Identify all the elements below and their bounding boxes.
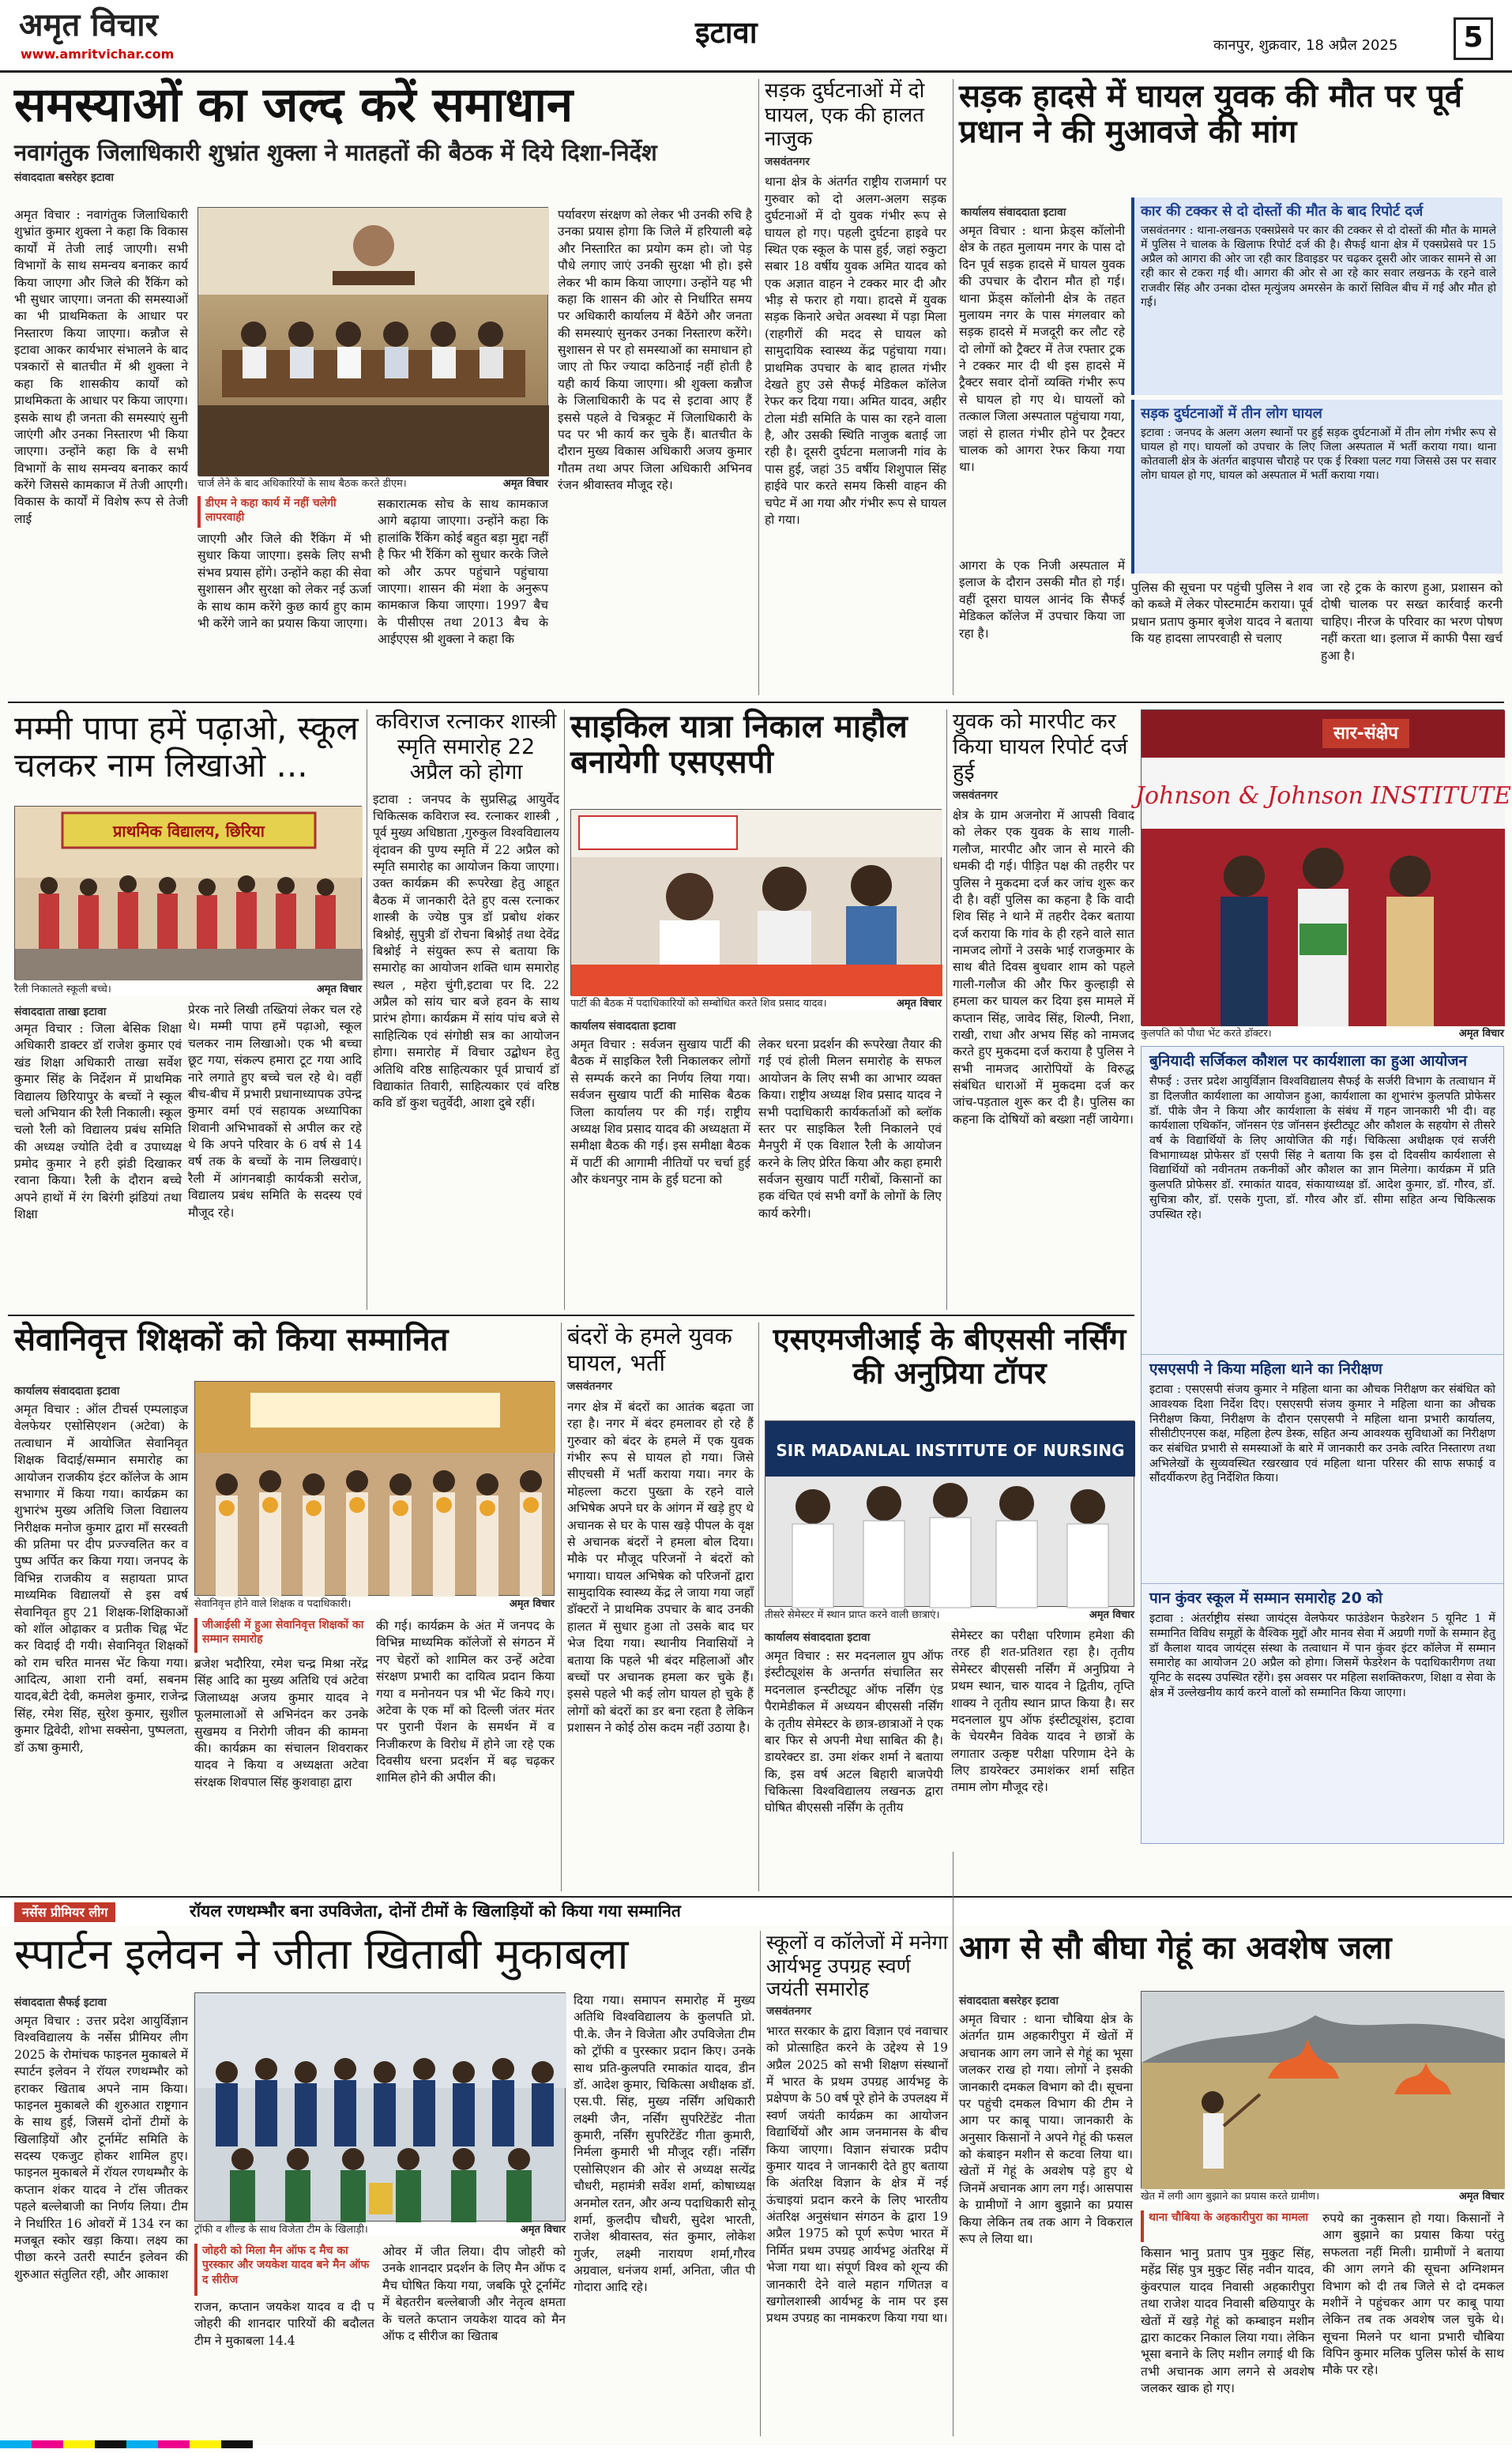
assault-story xyxy=(953,709,1134,1310)
divider xyxy=(564,709,565,1310)
digest-item-title: पान कुंवर स्कूल में सम्मान समारोह 20 को xyxy=(1149,1590,1382,1607)
accident-right-headline: सड़क हादसे में घायल युवक की मौत पर पूर्व प्रधान ने की मुआवजे की मांग xyxy=(959,78,1463,150)
nursing-photo-sign: SIR MADANLAL INSTITUTE OF NURSING xyxy=(776,1441,1125,1460)
lead-col-4: सकारात्मक सोच के साथ कामकाज आगे बढ़ाया जाएगा। उन्होंने कहा कि हालांकि रैंकिंग कोई बहुत बड़ा मुद्दा नहीं है फिर भी रैंकिंग को सुधार करके जिले को और ऊपर पहुंचाने पहुंचाया जाएगा। शासन की मंशा के अनुरूप कामकाज किया जाएगा। 1997 बैच के पीसीएस तथा 2013 बैच के आईएएस श्री शुक्ला ने कहा कि xyxy=(378,497,548,646)
teachers-caption-text: सेवानिवृत्त होने वाले शिक्षक व पदाधिकारी। xyxy=(194,1598,352,1610)
accident-right-byline: कार्यालय संवाददाता इटावा xyxy=(961,206,1066,219)
cricket-col-4: दिया गया। समापन समारोह में मुख्य अतिथि विश्वविद्यालय के कुलपति प्रो. पी.के. जैन ने विजेता और उपविजेता टीम को ट्रॉफी व पुरस्कार प्रदान किए। उनके साथ प्रति-कुलपति रमाकांत यादव, डीन डॉ. आदेश कुमार, चिकित्सा अधीक्षक डॉ. एस.पी. सिंह, मुख्य नर्सिंग अधिकारी लक्ष्मी जैन, नर्सिंग सुपरिटेंडेंट नीता कुमारी, नर्सिंग सुपरिटेंडेंट गीता कुमारी, निर्मला कुमारी भी मौजूद रहीं। नर्सिंग एसोसिएशन की ओर से अध्यक्ष सत्येंद्र चौधरी, महामंत्री सर्वेश शर्मा, कोषाध्यक्ष अनमोल रतन, और अन्य पदाधिकारी सोनू शर्मा, कुलदीप चौधरी, सुदेश भारती, राजेश श्रीवास्तव, संत कुमार, लोकेश गुर्जर, लक्ष्मी नारायण शर्मा,गौरव अग्रवाल, धनंजय शर्मा, अनिता, जीत पी गोदारा आदि रहे। xyxy=(574,1993,755,2295)
fire-col-3: रुपये का नुकसान हो गया। किसानों ने आग बुझाने का प्रयास किया परंतु सफलता नहीं मिली। ग्रामीणों ने बताया की आग लगने की सूचना अग्निशमन विभाग को दी तब जिले से दो दमकल मशीनें ने पहुंचकर आग पर काबू पाया लेकिन तब तक अवशेष जल चुके थे। सूचना मिलने पर थाना प्रभारी चौबिया विपिन कुमार मलिक पुलिस फोर्स के साथ मौके पर रहे। xyxy=(1322,2211,1504,2378)
assault-body: क्षेत्र के ग्राम अजनोरा में आपसी विवाद को लेकर एक युवक के साथ गाली-गलौज, मारपीट और जान से मारने की धमकी दी गई। पीड़ित पक्ष की तहरीर पर पुलिस ने मुकदमा दर्ज कर जांच शुरू कर दी है। वहीं पुलिस का कहना है कि वादी शिव सिंह ने थाने में तहरीर देकर बताया दर्ज कराया कि गांव के ही रहने वाले सात नामजद लोगों ने उसके भाई राजकुमार के साथ बीते दिवस बुधवार शाम को पहले गाली-गलौज की और फिर कुल्हाड़ी से हमला कर घायल कर दिया इस मामले में कप्तान सिंह, जावेद सिंह, शिल्पी, निशा, राखी, राधा और अभय सिंह को नामजद करते हुए मुकदमा दर्ज कराया है पुलिस ने सभी नामजद आरोपियों के विरुद्ध संबंधित धाराओं में मुकदमा दर्ज कर जांच-पड़ताल शुरू कर दी है। पुलिस का कहना कि दोषियों को बख्शा नहीं जायेगा। xyxy=(953,808,1134,1127)
fire-photo-caption xyxy=(1141,2190,1504,2203)
school-caption-credit: अमृत विचार xyxy=(316,984,362,995)
fire-caption-text: खेत में लगी आग बुझाने का प्रयास करते ग्रामीण। xyxy=(1141,2191,1320,2203)
digest-item xyxy=(1142,1584,1503,1845)
monkey-byline: जसवंतनगर xyxy=(567,1380,612,1394)
digest-item-body: इटावा : अंतर्राष्ट्रीय संस्था जायंट्स वेलफेयर फाउंडेशन फेडरेशन 5 यूनिट 1 में सम्मानित विविध समूहों के वैश्विक मुद्दों और मानव सेवा में अग्रणी गणों के सम्मान हेतु डॉ कैलाश यादव जायंट्स संस्था के तत्वाधान में पान कुंवर इंटर कॉलेज में सम्मान समारोह का आयोजन 20 अप्रैल को होगा। जिसमें फेडरेशन के पदाधिकारीगण तथा यूनिट के सदस्य उपस्थित रहेंगे। इस अवसर पर महिला सशक्तिकरण, शिक्षा व सेवा के क्षेत्र में उल्लेखनीय कार्य करने वालों को सम्मानित किया जाएगा। xyxy=(1149,1612,1495,1699)
teachers-col-1: अमृत विचार : ऑल टीचर्स एम्पलाइज वेलफेयर एसोसिएशन (अटेवा) के तत्वाधान में आयोजित सेवानिवृत शिक्षक विदाई/सम्मान समारोह का आयोजन राजकीय इंटर कॉलेज के आम सभागार में किया गया। कार्यक्रम का शुभारंभ मुख्य अतिथि जिला विद्यालय निरीक्षक मनोज कुमार द्वारा माँ सरस्वती की प्रतिमा पर दीप प्रज्ज्वलित कर व पुष्प अर्पित कर किया गया। जनपद के विभिन्न राजकीय व सहायता प्राप्त माध्यमिक विद्यालयों से इस वर्ष सेवानिवृत हुए 21 शिक्षक-शिक्षिकाओं को शॉल ओढ़ाकर व प्रतीक चिह्न भेंट कर विदाई दी गयी। सेवानिवृत शिक्षकों को राम चरित मानस भेंट किया गया। आदित्य, आशा रानी वर्मा, सबनम यादव,बेटी देवी, कमलेश कुमार, राजेन्द्र सिंह, रमेश सिंह, सुरेश कुमार, सुशील कुमार द्विवेदी, शोभा सक्सेना, पुष्पलता, डॉ ऊषा कुमारी, xyxy=(14,1402,188,1755)
cricket-tag: जोहरी को मिला मैन ऑफ द मैच का पुरस्कार और जयकेश यादव बने मैन ऑफ द सीरीज xyxy=(194,2244,374,2296)
cycle-col-1: अमृत विचार : सर्वजन सुखाय पार्टी की बैठक में साइकिल रैली निकालकर लोगों से सम्पर्क करने का निर्णय लिया गया। सर्वजन सुखाय पार्टी की मासिक बैठक जिला कार्यालय पर की गई। राष्ट्रीय अध्यक्ष शिव प्रसाद यादव की अध्यक्षता में समीक्षा बैठक की गई। इस समीक्षा बैठक में पार्टी की आगामी नीतियों पर चर्चा हुई और कंधनपुर नाम के हुई घटना को xyxy=(570,1037,750,1187)
lead-subhead: नवागंतुक जिलाधिकारी शुभ्रांत शुक्ला ने मातहतों की बैठक में दिये दिशा-निर्देश xyxy=(14,139,657,166)
accident-box-2 xyxy=(1131,400,1503,574)
accident-right-col-3: पुलिस की सूचना पर पहुंची पुलिस ने शव को कब्जे में लेकर पोस्टमार्टम कराया। पूर्व प्रधान प्रताप कुमार बृजेश यादव ने बताया कि यह हादसा लापरवाही से चलाए xyxy=(1131,581,1313,646)
fire-caption-credit: अमृत विचार xyxy=(1458,2191,1504,2203)
divider xyxy=(561,1322,562,1891)
accident-right-header xyxy=(959,79,1504,198)
accident-box-1 xyxy=(1131,198,1503,395)
teachers-caption-credit: अमृत विचार xyxy=(509,1598,555,1610)
digest-photo-sign: Johnson & Johnson INSTITUTE xyxy=(1134,782,1512,810)
digest-title: सार-संक्षेप xyxy=(1322,719,1409,748)
monkey-body: नगर क्षेत्र में बंदरों का आतंक बढ़ता जा रहा है। नगर में बंदर हमलावर हो रहे हैं गुरुवार को बंदर के हमले में एक युवक गंभीर रूप से घायल हो गया। जिसे सीएचसी में भर्ती कराया गया। नगर के मोहल्ला कटरा पुख्ता के रहने वाले अभिषेक अपने घर के आंगन में खड़े हुए थे अचानक से घर के पास खड़े पीपल के वृक्ष से अचानक बंदरों ने हमला बोल दिया। मौके पर मौजूद परिजनों ने बंदरों को भगाया। घायल अभिषेक को परिजनों द्वारा सामुदायिक स्वास्थ्य केंद्र ले जाया गया जहाँ डॉक्टरों ने प्राथमिक उपचार के बाद उनकी हालत में सुधार हुआ तो उसके बाद घर भेज दिया गया। स्थानीय निवासियों ने बताया कि पहले भी बंदर महिलाओं और बच्चों पर अचानक हमला कर चुके हैं। इससे पहले भी कई लोग घायल हो चुके हैं लोगों को बंदरों का डर बना रहता है लेकिन प्रशासन ने कोई ठोस कदम नहीं उठाया है। xyxy=(567,1399,754,1736)
divider xyxy=(8,702,1504,703)
poet-headline: कविराज रत्नाकर शास्त्री स्मृति समारोह 22 अप्रैल को होगा xyxy=(375,709,557,784)
divider xyxy=(758,1322,759,1891)
cricket-photo xyxy=(194,1992,566,2222)
sports-strip xyxy=(0,1896,1512,1926)
cycle-caption-text: पार्टी की बैठक में पदाधिकारियों को सम्बोधित करते शिव प्रसाद यादव। xyxy=(570,998,827,1010)
nursing-photo xyxy=(765,1420,1134,1607)
cricket-caption-text: ट्रॉफी व शील्ड के साथ विजेता टीम के खिलाड़ी। xyxy=(194,2224,368,2236)
accident-right-col-4: जा रहे ट्रक के कारण हुआ, प्रशासन को दोषी चालक पर सख्त कार्रवाई करनी चाहिए। नीरज के परिवार का भरण पोषण नहीं करता था। इलाज में काफी पैसा खर्च हुआ है। xyxy=(1321,581,1503,663)
section-name: इटावा xyxy=(695,15,758,50)
dateline: कानपुर, शुक्रवार, 18 अप्रैल 2025 xyxy=(1213,37,1398,54)
field-fire-photo-icon xyxy=(1142,1992,1505,2189)
school-col-1: अमृत विचार : जिला बेसिक शिक्षा अधिकारी डाक्टर डॉ राजेश कुमार एवं खंड शिक्षा अधिकारी ताखा सर्वेश कुमार सिंह के निर्देशन में प्राथमिक विद्यालय छिरियापुर के बच्चों ने स्कूल चलो अभियान की रैली निकाली। स्कूल चलो रैली को विद्यालय प्रबंध समिति की अध्यक्ष ज्योति देवी व उपाध्यक्ष प्रमोद कुमार ने हरी झंडी दिखाकर रवाना किया। रैली के दौरान बच्चे अपने हाथों में रंग बिरंगी झंडियां तथा शिक्षा xyxy=(14,1021,182,1222)
lead-col-1: अमृत विचार : नवागंतुक जिलाधिकारी शुभ्रांत कुमार शुक्ला ने कहा कि विकास कार्यों में तेजी लाई जाएगी। सभी विभागों के साथ समन्वय बनाकर कार्य किया जाएगा और जिले की रैंकिंग को भी सुधार जाएगा। जनता की समस्याओं का भी प्राथमिकता के आधार पर निस्तारण किया जाएगा। कन्नौज से इटावा आकर कार्यभार संभालने के बाद पत्रकारों से बातचीत में श्री शुक्ला ने कहा कि शासकीय कार्यों को प्राथमिकता के आधार पर किया जाएगा। इसके साथ ही जनता की समस्याएं सुनी जाएंगी और उनका निस्तारण भी किया जाएगा। उन्होंने कहा कि वे सभी विभागों के साथ समन्वय बनाकर कार्य करेंगे जिससे कामकाज में तेजी आएगी। विकास के कार्यों में विशेष रूप से तेजी लाई xyxy=(14,208,188,526)
school-byline: संवाददाता ताखा इटावा xyxy=(14,1006,107,1018)
rally-photo-icon xyxy=(15,807,363,980)
poet-body: इटावा : जनपद के सुप्रसिद्ध आयुर्वेद चिकित्सक कविराज स्व. रत्नाकर शास्त्री , पूर्व मुख्य अधिष्ठाता ,गुरुकुल विश्वविद्यालय वृंदावन की पुण्य स्मृति में 22 अप्रैल को स्मृति समारोह का आयोजन किया जाएगा। उक्त कार्यक्रम की रूपरेखा हेतु आहूत बैठक में जानकारी देते हुए वत्स रत्नाकर शास्त्री के ज्येष्ठ पुत्र डॉ प्रबोध शंकर बिश्नोई, सुपुत्री डॉ रोचना बिश्नोई तथा देवेंद्र बिश्नोई ने संयुक्त रूप से बताया कि समारोह का आयोजन शक्ति धाम समारोह स्थल , महेरा चुंगी,इटावा पर दि. 22 अप्रैल को सांय चार बजे हवन के साथ प्रारंभ होगा। कार्यक्रम में सांय पांच बजे से साहित्यिक एवं संगोष्ठी सत्र का आयोजन होगा। समारोह में विचार उद्बोधन हेतु अतिथि वरिष्ठ साहित्यकार पूर्व प्राचार्य डॉ विद्याकांत तिवारी, साहित्यकार एवं वरिष्ठ कवि डॉ कुश चतुर्वेदी, आशा दुबे रहीं। xyxy=(373,792,559,1111)
lead-caption-text: चार्ज लेने के बाद अधिकारियों के साथ बैठक करते डीएम। xyxy=(197,478,407,490)
digest-item-title: बुनियादी सर्जिकल कौशल पर कार्यशाला का हुआ आयोजन xyxy=(1149,1052,1467,1070)
brand-logo: अमृत विचार xyxy=(19,7,158,43)
nursing-photo-caption xyxy=(765,1608,1134,1622)
accident-left-headline: सड़क दुर्घटनाओं में दो घायल, एक की हालत नाजुक xyxy=(765,79,925,152)
divider xyxy=(758,79,759,695)
lead-photo-caption xyxy=(197,477,548,491)
teachers-byline: कार्यालय संवाददाता इटावा xyxy=(14,1385,120,1398)
school-banner-text: प्राथमिक विद्यालय, छिरिया xyxy=(113,822,265,841)
fire-photo xyxy=(1141,1991,1504,2188)
nursing-caption-credit: अमृत विचार xyxy=(1089,1609,1134,1621)
cycle-byline: कार्यालय संवाददाता इटावा xyxy=(570,1020,676,1033)
nursing-header xyxy=(765,1322,1134,1417)
digest-caption-credit: अमृत विचार xyxy=(1458,1028,1504,1040)
accident-right-col-1: अमृत विचार : थाना फ्रेड्स कॉलोनी क्षेत्र के तहत मुलायम नगर के पास दो दिन पूर्व सड़क हादसे में घायल युवक की उपचार के दौरान मौत हो गई। थाना फ्रेंड्स कॉलोनी क्षेत्र के तहत मुलायम नगर के पास मंगलवार को सड़क हादसे में मजदूरी कर लौट रहे दो लोगों को ट्रैक्टर में तेज रफ्तार ट्रक ने टक्कर मार दी थी इस हादसे में ट्रैक्टर सवार दोनों व्यक्ति गंभीर रूप से घायल हो गए थे। घायलों को तत्काल जिला अस्पताल पहुंचाया गया, जहां से हालत गंभीर होने पर ट्रैक्टर चालक को आगरा रेफर किया गया था। xyxy=(959,224,1125,475)
teachers-col-2: ब्रजेश भदौरिया, रमेश चन्द्र मिश्रा नरेंद्र सिंह आदि का मुख्य अतिथि एवं अटेवा जिलाध्यक्ष अजय कुमार यादव ने फूलमालाओं से अभिनंदन कर उनके सुखमय व निरोगी जीवन की कामना की। कार्यक्रम का संचालन शिवराकर यादव ने किया व अध्यक्षता अटेवा संरक्षक शिवपाल सिंह कुशवाहा द्वारा xyxy=(194,1657,368,1789)
fire-col-2: किसान भानु प्रताप पुत्र मुकुट सिंह, महेंद्र सिंह पुत्र मुकुट सिंह नवीन यादव, कुंवरपाल यादव निवासी अहकारीपुरा तथा राजेश यादव निवासी बछियापुर के खेतों में खड़े गेहूं को कम्बाइन मशीन द्वारा काटकर निकाल लिया गया। लेकिन भूसा बनाने के लिए मशीन लगाई थी कि तभी अचानक आग लगने से अवशेष जलकर खाक हो गए। xyxy=(1141,2246,1315,2395)
cricket-photo-caption xyxy=(194,2223,566,2237)
accident-box-1-body: जसवंतनगर : थाना-लखनऊ एक्सप्रेसवे पर कार की टक्कर से दो दोस्तों की मौत के मामले में पुलिस ने चालक के खिलाफ रिपोर्ट दर्ज की है। सैफई थाना क्षेत्र में एक्सप्रेसवे पर 15 अप्रैल को आगरा की ओर जा रही कार डिवाइडर पर चढ़कर दूसरी ओर जाकर सामने से आ रही कार से टकरा गई थी। आगरा की ओर से आ रहे कार सवार लखनऊ के रहने वाले राजवीर सिंह और उनका दोस्त मृत्युंजय अमरसेन के कारों सिविल बीच में गई और मौत हो गई। xyxy=(1141,224,1496,309)
cricket-header xyxy=(14,1931,757,1989)
lead-col-2: पर्यावरण संरक्षण को लेकर भी उनकी रुचि है उनका प्रयास होगा कि जिले में हरियाली बढ़े और निस्तारित का प्रयोग कम हो। जो पेड़ पौधे लगाए जाएं उनकी सुरक्षा भी हो। इसे लेकर भी काम किया जाएगा। उन्होंने यह भी कहा कि शासन की ओर से निर्धारित समय पर अधिकारी कार्यालय में बैठेंगे और जनता की समस्याएं सुनकर उनका निस्तारण करेंगे। सुशासन से पर हो समस्याओं का समाधान हो जाए तो फिर ज्यादा कठिनाई नहीं होती है यही कार्य किया जाएगा। श्री शुक्ला कन्नौज के जिलाधिकारी के पद से इटावा आए हैं इससे पहले वे चित्रकूट में जिलाधिकारी के पद पर भी कार्य कर चुके हैं। बातचीत के दौरान मुख्य विकास अधिकारी अजय कुमार गौतम तथा अपर जिला अधिकारी अभिनव रंजन श्रीवास्तव मौजूद रहे। xyxy=(558,208,752,492)
nursing-byline: कार्यालय संवाददाता इटावा xyxy=(765,1631,871,1644)
cricket-col-2: राजन, कप्तान जयकेश यादव व दी प जोहरी की शानदार पारियों की बदौलत टीम ने मुकाबला 14.4 xyxy=(194,2300,374,2348)
teachers-header xyxy=(14,1322,559,1378)
lead-byline: संवाददाता बसरेहर इटावा xyxy=(14,171,115,185)
monkey-headline: बंदरों के हमले युवक घायल, भर्ती xyxy=(567,1322,732,1377)
meeting-photo-icon xyxy=(198,208,549,476)
lead-story-header xyxy=(14,79,757,205)
aryabhatt-story xyxy=(766,1931,948,2436)
aryabhatt-body: भारत सरकार के द्वारा विज्ञान एवं नवाचार को प्रोत्साहित करने के उद्देश्य से 19 अप्रैल 2025 को सभी शिक्षण संस्थानों में भारत के प्रथम उपग्रह आर्यभट्ट के प्रक्षेपण के 50 वर्ष पूरे होने के उपलक्ष्य में स्वर्ण जयंती कार्यक्रम का आयोजन विद्यार्थियों और आम जनमानस के बीच किया जाएगा। विज्ञान संचारक प्रदीप कुमार यादव ने जानकारी देते हुए बताया कि अंतरिक्ष विज्ञान के क्षेत्र में नई ऊंचाइयां प्रदान करने के लिए भारतीय अंतरिक्ष अनुसंधान संगठन के द्वारा 19 अप्रैल 1975 को पूर्ण रूपेण भारत में निर्मित प्रथम उपग्रह आर्यभट्ट अंतरिक्ष में भेजा गया था। संपूर्ण विश्व को शून्य की जानकारी देने वाले महान गणितज्ञ व खगोलशास्त्री आर्यभट्ट के नाम पर इस प्रथम उपग्रह का नामकरण किया गया था। xyxy=(766,2023,948,2326)
nursing-col-1: अमृत विचार : सर मदनलाल ग्रुप ऑफ इंस्टीट्यूशंस के अन्तर्गत संचालित सर मदनलाल इन्स्टीट्यूट ऑफ नर्सिंग एंड पैरामेडीकल में अध्ययन बीएससी नर्सिंग के तृतीय सेमेस्टर के छात्र-छात्राओं ने एक बार फिर से अपनी मेधा साबित की है। डायरेक्टर डा. उमा शंकर शर्मा ने बताया कि, इस वर्ष अटल बिहारी बाजपेयी चिकित्सा विश्वविद्यालय लखनऊ द्वारा घोषित बीएससी नर्सिंग के तृतीय xyxy=(765,1649,943,1815)
assault-headline: युवक को मारपीट कर किया घायल रिपोर्ट दर्ज हुई xyxy=(953,709,1128,784)
teachers-photo xyxy=(194,1381,555,1596)
sports-strip-label: नर्सेस प्रीमियर लीग xyxy=(14,1902,115,1922)
party-meeting-photo-icon xyxy=(571,810,942,996)
digest-box xyxy=(1141,1046,1504,1844)
cricket-col-3: ओवर में जीत लिया। दीप जोहरी को उनके शानदार प्रदर्शन के लिए मैन ऑफ द मैच घोषित किया गया, जबकि पूरे टूर्नामेंट में बेहतरीन बल्लेबाजी और नेतृत्व क्षमता के चलते कप्तान जयकेश यादव को मैन ऑफ द सीरीज का खिताब xyxy=(382,2244,566,2343)
fire-byline: संवाददाता बसरेहर इटावा xyxy=(959,1995,1059,2007)
cricket-col-1: अमृत विचार : उत्तर प्रदेश आयुर्विज्ञान विश्वविद्यालय के नर्सेस प्रीमियर लीग 2025 के रोमांचक फाइनल मुकाबले में स्पार्टन इलेवन ने रॉयल रणथम्भौर को हराकर खिताब अपने नाम किया। फाइनल मुकाबले की शुरुआत राष्ट्रगान के साथ हुई, जिसमें दोनों टीमों के खिलाड़ियों और टूर्नामेंट समिति के सदस्य एकजुट होकर शामिल हुए। फाइनल मुकाबले में रॉयल रणथम्भौर के कप्तान शंकर यादव ने टॉस जीतकर पहले बल्लेबाजी का निर्णय लिया। टीम ने निर्धारित 16 ओवरों में 134 रन का मजबूत स्कोर खड़ा किया। लक्ष्य का पीछा करने उतरी स्पार्टन इलेवन की शुरुआत संतुलित रही, और आकाश xyxy=(14,2014,188,2282)
school-col-2: प्रेरक नारे लिखी तख्तियां लेकर चल रहे थे। मम्मी पापा हमें पढ़ाओ, स्कूल चलकर नाम लिखाओ। एक भी बच्चा छूट गया, संकल्प हमारा टूट गया आदि नारे लगाते हुए बच्चे चल रहे थे। वहीं बीच-बीच में प्रभारी प्रधानाध्यापक उपेन्द्र कुमार वर्मा एवं सहायक अध्यापिका शिवानी अभिभावकों से अपील कर रहे थे कि अपने परिवार के 6 वर्ष से 14 वर्ष तक के बच्चों के नाम लिखवाएं। रैली में आंगनबाड़ी कार्यकत्री सरोज, विद्यालय प्रबंध समिति के सदस्य एवं मौजूद रहे। xyxy=(188,1003,362,1220)
cycle-caption-credit: अमृत विचार xyxy=(896,998,942,1010)
nursing-caption-text: तीसरे सेमेस्टर में स्थान प्राप्त करने वाली छात्राएं। xyxy=(765,1609,940,1621)
digest-photo-caption xyxy=(1141,1027,1504,1040)
school-photo-caption xyxy=(14,983,362,996)
nursing-headline: एसएमजीआई के बीएससी नर्सिंग की अनुप्रिया टॉपर xyxy=(773,1322,1126,1390)
digest-item-body: इटावा : एसएसपी संजय कुमार ने महिला थाना का औचक निरीक्षण कर संबंधित को आवश्यक दिशा निर्देश दिए। एसएसपी संजय कुमार ने महिला थाना का औचक निरीक्षण किया, निरीक्षण के दौरान एसएसपी ने महिला थाना प्रभारी कार्यालय, सीसीटीएनएस कक्ष, महिला हेल्प डेस्क, सहित अन्य आवश्यक सुविधाओं का निरीक्षण कर संबंधित प्रभारी से समस्याओं के बारे में जानकारी कर उनके त्वरित निस्तारण तथा अभिलेखों के सुव्यवस्थित रखरखाव एवं महिला थाना परिसर की साफ सफाई व सौंदर्यीकरण हेतु निर्देशित किया। xyxy=(1149,1383,1495,1485)
cycle-photo xyxy=(570,809,942,995)
teachers-photo-caption xyxy=(194,1597,555,1611)
poet-story xyxy=(373,709,559,1310)
cycle-headline: साइकिल यात्रा निकाल माहौल बनायेगी एसएसपी xyxy=(570,709,908,781)
monkey-story xyxy=(567,1322,754,1891)
teachers-headline: सेवानिवृत्त शिक्षकों को किया सम्मानित xyxy=(14,1322,449,1358)
accident-right-col-2: आगरा के एक निजी अस्पताल में इलाज के दौरान उसकी मौत हो गई। वहीं दूसरा घायल आनंद कि सैफई मेडिकल कॉलेज में उपचार किया जा रहा है। xyxy=(959,559,1125,641)
teachers-col-3: की गई। कार्यक्रम के अंत में जनपद के विभिन्न माध्यमिक कॉलेजों से संगठन में नए चेहरों को शामिल कर उन्हें अटेवा संरक्षण प्रभारी का दायित्व प्रदान किया गया व मनोनयन पत्र भी भेंट किये गए। अटेवा के एक माँ को दिल्ली जंतर मंतर पर पुरानी पेंशन के समर्थन में व निजीकरण के विरोध में होने जा रहे एक दिवसीय धरना प्रदर्शन में बढ़ चढ़कर शामिल होने की अपील की। xyxy=(376,1619,555,1785)
students-photo-icon xyxy=(765,1421,1135,1608)
cricket-headline: स्पार्टन इलेवन ने जीता खिताबी मुकाबला xyxy=(14,1929,629,1979)
lead-tag: डीएम ने कहा कार्य में नहीं चलेगी लापरवाही xyxy=(197,496,363,528)
aryabhatt-byline: जसवंतनगर xyxy=(766,2004,811,2018)
lead-col-3: जाएगी और जिले की रैंकिंग में भी सुधार किया जाएगा। इसके लिए सभी संभव प्रयास होंगे। उन्होंने कहा की सेवा सुशासन और सुरक्षा को लेकर नई ऊर्जा के साथ काम करेंगे कुछ कार्य हुए काम भी करेंगे जाने का प्रयास किया जाएगा। xyxy=(197,532,371,630)
school-headline: मम्मी पापा हमें पढ़ाओ, स्कूल चलकर नाम लिखाओ ... xyxy=(14,709,359,785)
cycle-col-2: लेकर धरना प्रदर्शन की रूपरेखा तैयार की गई एवं होली मिलन समारोह के सफल आयोजन के लिए सभी का आभार व्यक्त किया। राष्ट्रीय अध्यक्ष शिव प्रसाद यादव ने सभी पदाधिकारी कार्यकर्ताओं को ब्लॉक स्तर पर साइकिल रैली निकालने एवं मैनपुरी में एक विशाल रैली के आयोजन करने के लिए प्रेरित किया और कहा हमारी सर्वजन सुखाय पार्टी गरीबों, किसानों का हक वंचित एवं सभी वर्गों के लोगों के लिए कार्य करेगी। xyxy=(758,1037,942,1221)
fire-tag: थाना चौबिया के अहकारीपुरा का मामला xyxy=(1141,2210,1315,2242)
cycle-photo-caption xyxy=(570,997,942,1010)
fire-headline: आग से सौ बीघा गेहूं का अवशेष जला xyxy=(959,1930,1392,1966)
nursing-col-2: सेमेस्टर का परीक्षा परिणाम हमेशा की तरह ही शत-प्रतिशत रहा है। तृतीय सेमेस्टर बीएससी नर्सिंग में अनुप्रिया ने प्रथम स्थान, चारु यादव ने द्वितीय, तृप्ति शाक्य ने तृतीय स्थान प्राप्त किया है। सर मदनलाल ग्रुप ऑफ इंस्टीट्यूशंस, इटावा के चेयरमैन विवेक यादव ने छात्रों के लगातार उत्कृष्ट परीक्षा परिणाम देने के लिए डायरेक्टर उमाशंकर शर्मा सहित तमाम लोग मौजूद रहे। xyxy=(951,1628,1134,1795)
teachers-tag: जीआईसी में हुआ सेवानिवृत्त शिक्षकों का सम्मान समारोह xyxy=(194,1618,368,1653)
accident-left-body: थाना क्षेत्र के अंतर्गत राष्ट्रीय राजमार्ग पर गुरुवार को दो अलग-अलग सड़क दुर्घटनाओं में दो युवक गंभीर रूप से घायल हो गए। पहली दुर्घटना हाइवे पर स्थित एक स्कूल के पास हुई, जहां रुकुटा सबार 18 वर्षीय युवक अमित यादव को एक अज्ञात वाहन ने टक्कर मार दी और भीड़ से फरार हो गया। हादसे में युवक सड़क किनारे अचेत अवस्था में पड़ा मिला (राहगीरों की मदद से घायल को सामुदायिक स्वास्थ्य केंद्र पहुंचाया गया। प्राथमिक उपचार के बाद हालत गंभीर देखते हुए उसे सैफई मेडिकल कॉलेज रेफर कर दिया गया। अमित यादव, अहीर टोला मंडी समिति के पास का रहने वाला है, और उसकी स्थिति नाजुक बताई जा रही है। दूसरी दुर्घटना मलाजनी गांव के पास हुई, जहां 35 वर्षीय शिशुपाल सिंह हाईवे पार करते समय किसी वाहन की चपेट में आ गया और गंभीर रूप से घायल हो गया। xyxy=(765,175,946,527)
school-photo xyxy=(14,806,362,980)
team-photo-icon xyxy=(195,1993,566,2222)
cycle-header xyxy=(570,709,942,804)
divider xyxy=(8,1315,1134,1316)
digest-item-title: एसएसपी ने किया महिला थाने का निरीक्षण xyxy=(1149,1360,1382,1378)
school-caption-text: रैली निकालते स्कूली बच्चे। xyxy=(14,984,111,995)
fire-header xyxy=(959,1931,1504,1986)
masthead xyxy=(0,0,1512,73)
brand-url[interactable]: www.amritvichar.com xyxy=(21,47,175,62)
accident-box-1-title: कार की टक्कर से दो दोस्तों की मौत के बाद रिपोर्ट दर्ज xyxy=(1141,203,1424,220)
accident-box-2-title: सड़क दुर्घटनाओं में तीन लोग घायल xyxy=(1141,405,1322,422)
digest-item xyxy=(1142,1355,1503,1584)
digest-item-body: सैफई : उत्तर प्रदेश आयुर्विज्ञान विश्वविद्यालय सैफई के सर्जरी विभाग के तत्वाधान में डा दिलजीत कार्यशाला का आयोजन हुआ, कार्यशाला का शुभारंभ कुलपति प्रोफेसर डॉ. पीके जैन ने किया और कार्यशाला के संबंध में गहन जानकारी भी दी। वह कार्यशाला एथिकॉन, जॉनसन एंड जॉनसन इंस्टीट्यूट और कौशल के सहयोग से तीसरे वर्ष के विद्यार्थियों के लिए आयोजित की गई। चिकित्सा अधीक्षक एवं सर्जरी विभागाध्यक्ष प्रोफेसर डॉ एसपी सिंह ने बताया कि इस दो दिवसीय कार्यशाला से विद्यार्थियों को नवीनतम तकनीकों और कौशल का ज्ञान मिलेगा। कार्यक्रम में प्रति कुलपति प्रोफेसर डॉ. रमाकांत यादव, संकायाध्यक्ष डॉ. आदेश कुमार, डॉ. गौरव, डॉ. सुचित्रा कौर, डॉ. एसके गुप्ता, डॉ. गौरव और डॉ. सीमा सहित अन्य चिकित्सक उपस्थित रहे। xyxy=(1149,1075,1495,1221)
accident-left-byline: जसवंतनगर xyxy=(765,156,810,169)
digest-caption-text: कुलपति को पौधा भेंट करते डॉक्टर। xyxy=(1141,1028,1272,1040)
institute-photo-icon xyxy=(1134,710,1512,1026)
page-number: 5 xyxy=(1454,17,1493,60)
aryabhatt-headline: स्कूलों व कॉलेजों में मनेगा आर्यभट्ट उपग्रह स्वर्ण जयंती समारोह xyxy=(766,1931,949,2000)
digest-photo xyxy=(1134,709,1512,1025)
cricket-caption-credit: अमृत विचार xyxy=(520,2224,566,2236)
print-registration-strip xyxy=(0,2437,1512,2445)
assault-byline: जसवंतनगर xyxy=(953,788,998,802)
cricket-byline: संवाददाता सैफई इटावा xyxy=(14,1996,107,2009)
accident-left-story xyxy=(765,79,946,695)
lead-photo xyxy=(197,207,548,476)
school-header xyxy=(14,709,362,804)
lead-headline: समस्याओं का जल्द करें समाधान xyxy=(14,77,574,133)
divider xyxy=(946,709,947,1310)
accident-box-2-body: इटावा : जनपद के अलग अलग स्थानों पर हुई सड़क दुर्घटनाओं में तीन लोग गंभीर रूप से घायल हो गए। घायलों को उपचार के लिए जिला अस्पताल में भर्ती कराया गया। थाना कोतवाली क्षेत्र के अंतर्गत बाइपास चौराहे पर एक ई रिक्शा पलट गया जिससे उस पर सवार लोग घायल हो गए, घायल को अस्पताल में भर्ती कराया गया। xyxy=(1141,426,1496,483)
divider xyxy=(760,1931,761,2436)
fire-col-1: अमृत विचार : थाना चौबिया क्षेत्र के अंतर्गत ग्राम अहकारीपुरा में खेतों में अचानक आग लग जाने से गेहूं का भूसा जलकर राख हो गया। लोगों ने इसकी जानकारी दमकल विभाग को दी। सूचना पर पहुंची दमकल विभाग की टीम ने आग पर काबू पाया। जानकारी के अनुसार किसानों ने अपने गेहूं की फसल को कंबाइन मशीन से कटवा लिया था। खेतों में गेहूं के अवशेष पड़े हुए थे जिनमें अचानक आग लग गई। आसपास के ग्रामीणों ने आग बुझाने का प्रयास किया लेकिन तब तक आग ने विकराल रूप ले लिया था। xyxy=(959,2012,1133,2246)
felicitation-photo-icon xyxy=(195,1382,555,1597)
digest-item xyxy=(1142,1047,1503,1355)
lead-caption-credit: अमृत विचार xyxy=(502,478,548,490)
sports-strip-text: रॉयल रणथम्भौर बना उपविजेता, दोनों टीमों के खिलाड़ियों को किया गया सम्मानित xyxy=(190,1902,681,1921)
